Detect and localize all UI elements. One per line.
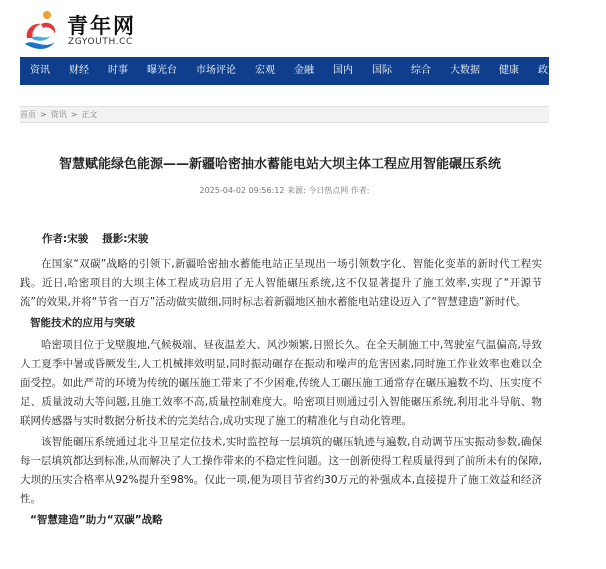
nav-item-exposure[interactable]: 曝光台 [147, 65, 177, 76]
article-paragraph: 在国家“双碳”战略的引领下,新疆哈密抽水蓄能电站正呈现出一场引领数字化、智能化变革的新时代工程实践。近日,哈密项目的大坝主体工程成功启用了无人智能碾压系统,这不仅显著提升了施工效率,实现了“开源节流”的效果,并将“节省一百万”活动做实做细,同时标志着新疆地区抽水蓄能电站建设迈入了“智慧建造”新时代。 [20, 258, 542, 308]
section-heading: “智慧建造”助力“双碳”战略 [30, 514, 163, 526]
nav-item-finance[interactable]: 财经 [69, 65, 89, 76]
site-logo-icon[interactable] [21, 8, 61, 52]
main-nav [20, 57, 597, 85]
breadcrumb-separator: > [70, 110, 78, 119]
nav-item-current-affairs[interactable]: 时事 [108, 65, 128, 76]
nav-item-policy[interactable]: 政策 [538, 65, 558, 76]
nav-item-big-data[interactable]: 大数据 [450, 65, 480, 76]
site-domain: ZGYOUTH.CC [68, 37, 133, 47]
nav-item-international[interactable]: 国际 [372, 65, 392, 76]
breadcrumb-bar [20, 106, 549, 123]
nav-item-market-review[interactable]: 市场评论 [196, 65, 236, 76]
breadcrumb [20, 109, 97, 120]
breadcrumb-current: 正文 [81, 110, 98, 119]
nav-item-banking[interactable]: 金融 [294, 65, 314, 76]
article-paragraph: 哈密项目位于戈壁腹地,气候极端、昼夜温差大、风沙频繁,日照长久。在全天制施工中,驾驶室气温偏高,导致人工夏季中暑或昏厥发生,人工机械摔效明显,同时振动碾存在振动和噪声的危害因素,同时施工作业效率也难以全面受控。如此严苛的环境为传统的碾压施工带来了不少困难,传统人工碾压施工通常存在碾压遍数不均、压实度不足、质量波动大等问题,且施工效率不高,质量控制难度大。哈密项目则通过引入智能碾压系统,利用北斗导航、物联网传感器与实时数据分析技术的完美结合,成功实现了施工的精准化与自动化管理。 [20, 339, 542, 427]
article-body [20, 230, 542, 533]
nav-item-industry[interactable]: 行业 [577, 65, 597, 76]
author-name: 作者:宋骏 [42, 233, 89, 245]
site-header [0, 0, 549, 57]
nav-item-health[interactable]: 健康 [499, 65, 519, 76]
article-paragraph: 该智能碾压系统通过北斗卫星定位技术,实时监控每一层填筑的碾压轨迹与遍数,自动调节压实振动参数,确保每一层填筑都达到标准,从而解决了人工操作带来的不稳定性问题。这一创新使得工程质量得到了前所未有的保障,大坝的压实合格率从92%提升至98%。仅此一项,便为项目节省约30万元的补强成本,直接提升了施工效益和经济性。 [20, 436, 542, 505]
article-meta: 2025-04-02 09:56:12 来源: 今日热点网 作者: [199, 186, 370, 195]
article-title: 智慧赋能绿色能源——新疆哈密抽水蓄能电站大坝主体工程应用智能碾压系统 [58, 157, 501, 172]
breadcrumb-section[interactable]: 资讯 [50, 110, 67, 119]
site-name[interactable]: 青年网 [67, 14, 136, 38]
nav-item-macro[interactable]: 宏观 [255, 65, 275, 76]
nav-item-general[interactable]: 综合 [411, 65, 431, 76]
nav-item-news[interactable]: 资讯 [30, 65, 50, 76]
breadcrumb-home[interactable]: 首页 [20, 110, 36, 119]
section-heading: 智能技术的应用与突破 [30, 317, 135, 329]
photographer-name: 摄影:宋骏 [102, 233, 149, 245]
nav-item-domestic[interactable]: 国内 [333, 65, 353, 76]
article-byline [20, 230, 542, 249]
breadcrumb-separator: > [40, 110, 47, 119]
